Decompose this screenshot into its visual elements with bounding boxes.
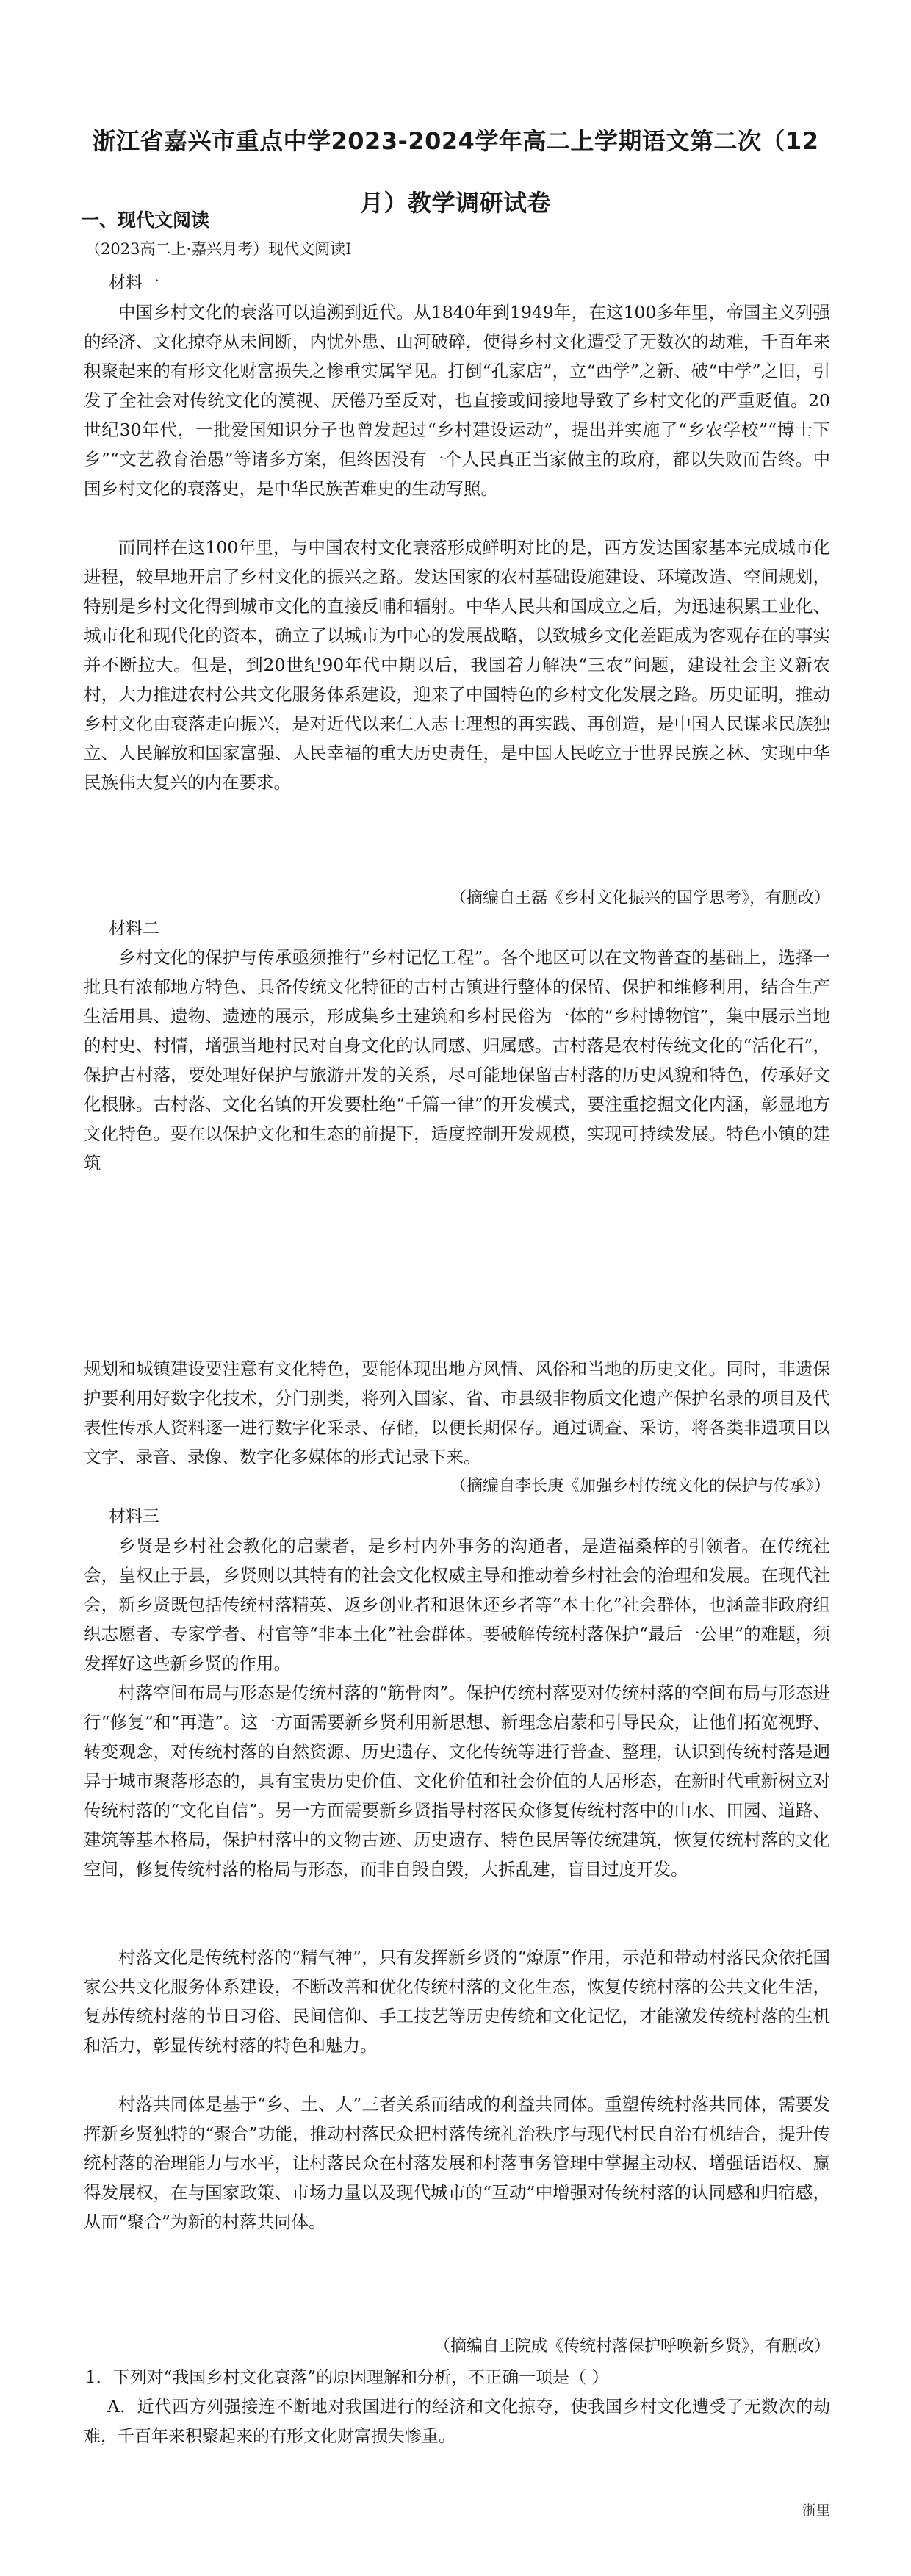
- material-3-citation: （摘编自王院成《传统村落保护呼唤新乡贤》，有删改）: [433, 2337, 830, 2356]
- material-1-label: 材料一: [109, 273, 159, 292]
- material-2-label: 材料二: [109, 919, 159, 938]
- material-2-paragraph-continued: 规划和城镇建设要注意有文化特色，要能体现出地方风情、风俗和当地的历史文化。同时，非遗保护要利用好数字化技术，分门别类，将列入国家、省、市县级非物质文化遗产保护名录的项目及代表性传承人资料逐一进行数字化采录、存储，以便长期保存。通过调查、采访，将各类非遗项目以文字、录音、录像、数字化多媒体的形式记录下来。: [84, 1359, 830, 1467]
- material-2-paragraph: 乡村文化的保护与传承亟须推行“乡村记忆工程”。各个地区可以在文物普查的基础上，选择一批具有浓郁地方特色、具备传统文化特征的古村古镇进行整体的保留、保护和维修利用，结合生产生活用具、遗物、遗迹的展示，形成集乡土建筑和乡村民俗为一体的“乡村博物馆”，集中展示当地的村史、村情，增强当地村民对自身文化的认同感、归属感。古村落是农村传统文化的“活化石”，保护古村落，要处理好保护与旅游开发的关系，尽可能地保留古村落的历史风貌和特色，传承好文化根脉。古村落、文化名镇的开发要杜绝“千篇一律”的开发模式，要注重挖掘文化内涵，彰显地方文化特色。要在以保护文化和生态的前提下，适度控制开发规模，实现可持续发展。特色小镇的建筑: [84, 947, 830, 1173]
- material-3-label: 材料三: [109, 1507, 159, 1526]
- question-1-option-a: A．近代西方列强接连不断地对我国进行的经济和文化掠夺，使我国乡村文化遭受了无数次的劫难，千百年来积聚起来的有形文化财富损失惨重。: [84, 2397, 830, 2446]
- question-1-stem: 1．下列对“我国乡村文化衰落”的原因理解和分析，不正确一项是（ ）: [85, 2368, 609, 2387]
- section-heading: 一、现代文阅读: [81, 209, 210, 231]
- material-1-citation: （摘编自王磊《乡村文化振兴的国学思考》，有删改）: [450, 889, 830, 907]
- material-1-paragraph: 中国乡村文化的衰落可以追溯到近代。从1840年到1949年，在这100多年里，帝国主义列强的经济、文化掠夺从未间断，内忧外患、山河破碎，使得乡村文化遭受了无数次的劫难，千百年来积聚起来的有形文化财富损失之惨重实属罕见。打倒“孔家店”，立“西学”之新、破“中学”之旧，引发了全社会对传统文化的漠视、厌倦乃至反对，也直接或间接地导致了乡村文化的严重贬值。20世纪30年代，一批爱国知识分子也曾发起过“乡村建设运动”，提出并实施了“乡农学校”“博士下乡”“文艺教育治愚”等诸多方案，但终因没有一个人民真正当家做主的政府，都以失败而告终。中国乡村文化的衰落史，是中华民族苦难史的生动写照。: [84, 302, 830, 499]
- material-3-paragraph: 乡贤是乡村社会教化的启蒙者，是乡村内外事务的沟通者，是造福桑梓的引领者。在传统社会，皇权止于县，乡贤则以其特有的社会文化权威主导和推动着乡村社会的治理和发展。在现代社会，新乡贤既包括传统村落精英、返乡创业者和退休还乡者等“本土化”社会群体，也涵盖非政府组织志愿者、专家学者、村官等“非本土化”社会群体。要破解传统村落保护“最后一公里”的难题，须发挥好这些新乡贤的作用。: [84, 1536, 830, 1674]
- page-footer-mark: 浙里: [802, 2503, 830, 2519]
- material-3-paragraph: 村落文化是传统村落的“精气神”，只有发挥新乡贤的“燎原”作用，示范和带动村落民众依托国家公共文化服务体系建设，不断改善和优化传统村落的文化生态，恢复传统村落的公共文化生活，复苏传统村落的节日习俗、民间信仰、手工技艺等历史传统和文化记忆，才能激发传统村落的生机和活力，彰显传统村落的特色和魅力。: [84, 1947, 830, 2056]
- material-3-paragraph: 村落共同体是基于“乡、土、人”三者关系而结成的利益共同体。重塑传统村落共同体，需要发挥新乡贤独特的“聚合”功能，推动村落民众把村落传统礼治秩序与现代村民自治有机结合，提升传统村落的治理能力与水平，让村落民众在村落发展和村落事务管理中掌握主动权、增强话语权、赢得发展权，在与国家政策、市场力量以及现代城市的“互动”中增强对传统村落的认同感和归宿感，从而“聚合”为新的村落共同体。: [84, 2094, 830, 2232]
- material-2-citation: （摘编自李长庚《加强乡村传统文化的保护与传承》）: [450, 1477, 830, 1495]
- material-1-paragraph: 而同样在这100年里，与中国农村文化衰落形成鲜明对比的是，西方发达国家基本完成城市化进程，较早地开启了乡村文化的振兴之路。发达国家的农村基础设施建设、环境改造、空间规划，特别是乡村文化得到城市文化的直接反哺和辐射。中华人民共和国成立之后，为迅速积累工业化、城市化和现代化的资本，确立了以城市为中心的发展战略，以致城乡文化差距成为客观存在的事实并不断拉大。但是，到20世纪90年代中期以后，我国着力解决“三农”问题，建设社会主义新农村，大力推进农村公共文化服务体系建设，迎来了中国特色的乡村文化发展之路。历史证明，推动乡村文化由衰落走向振兴，是对近代以来仁人志士理想的再实践、再创造，是中国人民谋求民族独立、人民解放和国家富强、人民幸福的重大历史责任，是中国人民屹立于世界民族之林、实现中华民族伟大复兴的内在要求。: [84, 537, 830, 793]
- question-source: （2023高二上·嘉兴月考）现代文阅读Ⅰ: [85, 240, 352, 258]
- material-3-paragraph: 村落空间布局与形态是传统村落的“筋骨肉”。保护传统村落要对传统村落的空间布局与形态进行“修复”和“再造”。这一方面需要新乡贤利用新思想、新理念启蒙和引导民众，让他们拓宽视野、转变观念，对传统村落的自然资源、历史遗存、文化传统等进行普查、整理，认识到传统村落是迥异于城市聚落形态的，具有宝贵历史价值、文化价值和社会价值的人居形态，在新时代重新树立对传统村落的“文化自信”。另一方面需要新乡贤指导村落民众修复传统村落中的山水、田园、道路、建筑等基本格局，保护村落中的文物古迹、历史遗存、特色民居等传统建筑，恢复传统村落的文化空间，修复传统村落的格局与形态，而非自毁自毁，大拆乱建，盲目过度开发。: [84, 1683, 830, 1879]
- exam-title: 浙江省嘉兴市重点中学2023-2024学年高二上学期语文第二次（12月）教学调研试卷: [92, 127, 819, 217]
